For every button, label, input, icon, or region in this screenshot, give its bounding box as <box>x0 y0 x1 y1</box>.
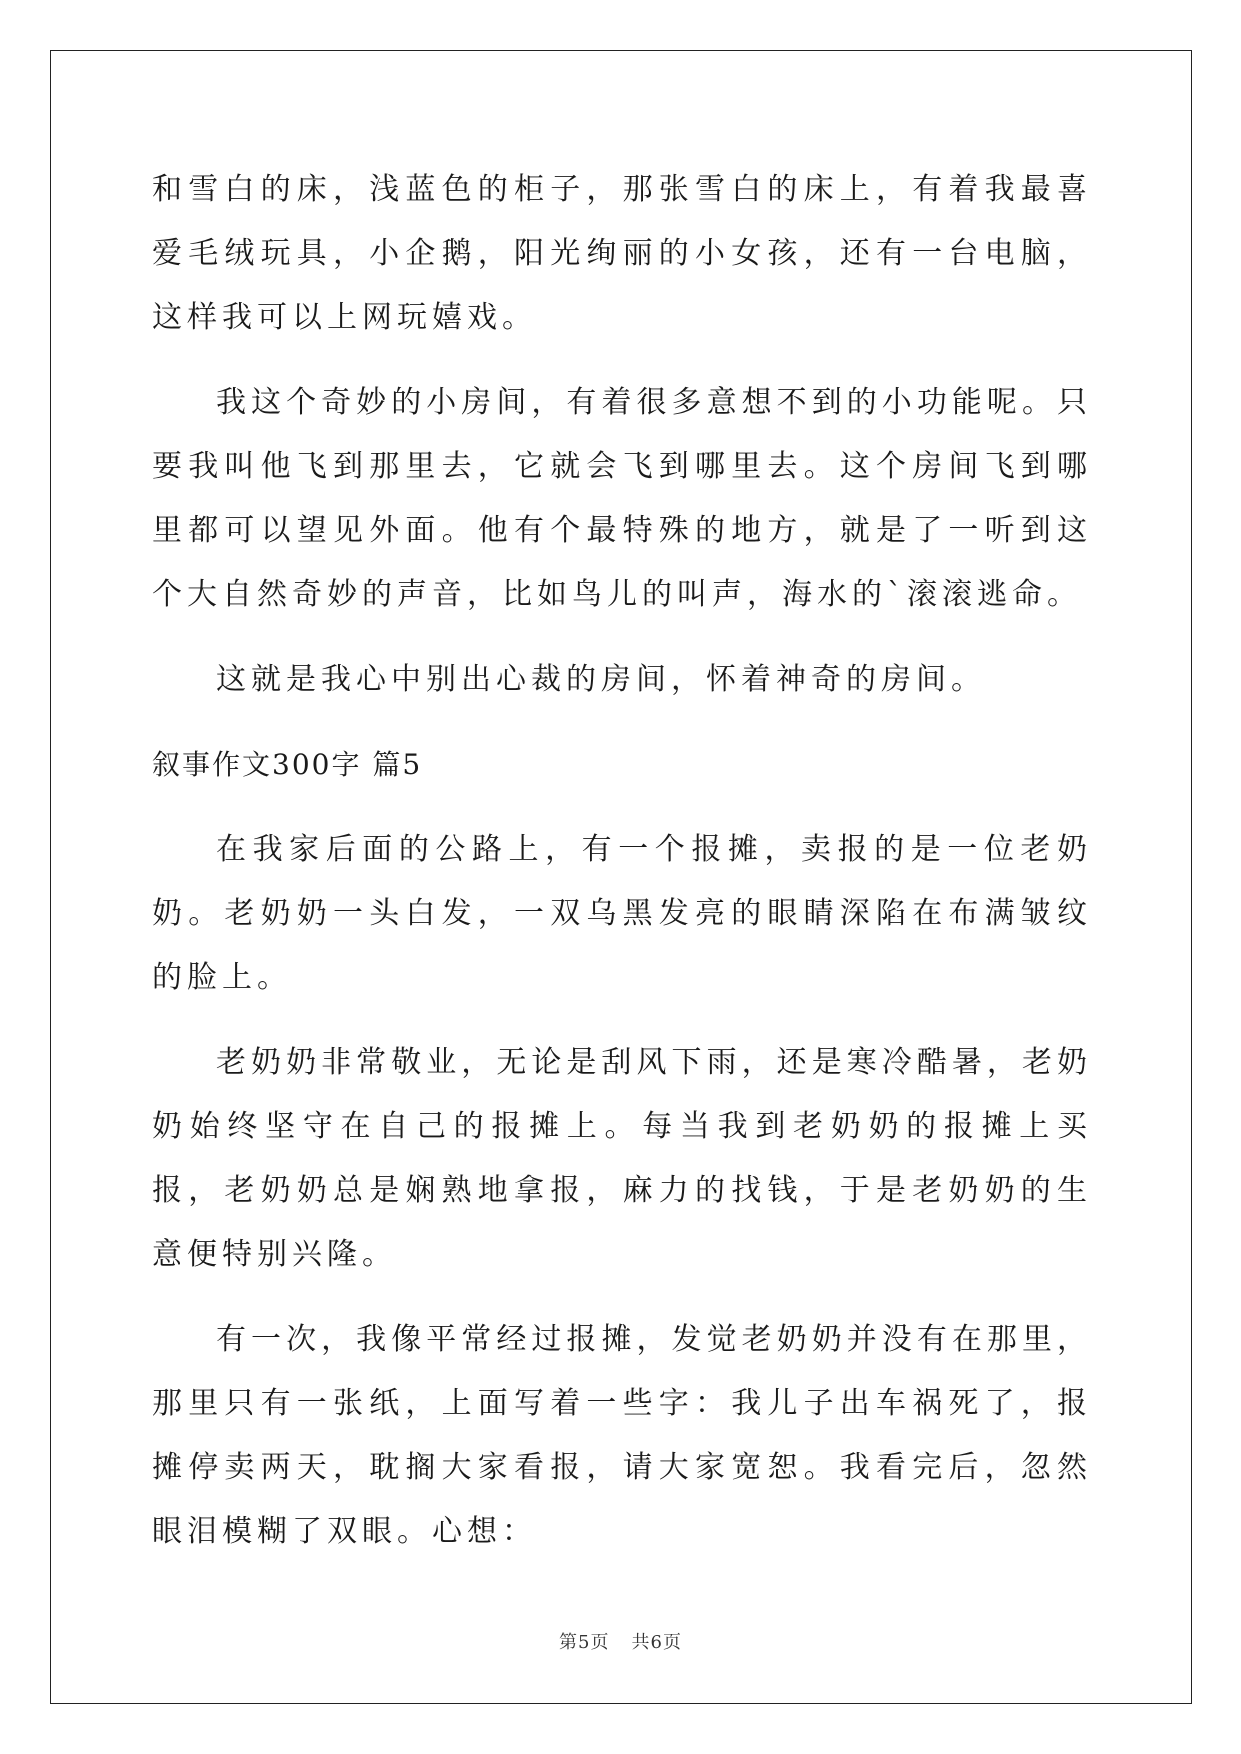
paragraph-room-functions: 我这个奇妙的小房间，有着很多意想不到的小功能呢。只要我叫他飞到那里去，它就会飞到哪里去。这个房间飞到哪里都可以望见外面。他有个最特殊的地方，就是了一听到这个大自然奇妙的声音，比如鸟儿的叫声，海水的`滚滚逃命。 <box>152 385 1092 612</box>
paragraph-newsstand-intro: 在我家后面的公路上，有一个报摊，卖报的是一位老奶奶。老奶奶一头白发，一双乌黑发亮的眼睛深陷在布满皱纹的脸上。 <box>152 832 1092 995</box>
section-heading: 叙事作文300字 篇5 <box>152 748 423 781</box>
page-number: 第5页 <box>559 1632 610 1653</box>
paragraph-notice-story: 有一次，我像平常经过报摊，发觉老奶奶并没有在那里，那里只有一张纸，上面写着一些字：我儿子出车祸死了，报摊停卖两天，耽搁大家看报，请大家宽恕。我看完后，忽然眼泪模糊了双眼。心想： <box>152 1322 1092 1549</box>
paragraph-grandma-dedication: 老奶奶非常敬业，无论是刮风下雨，还是寒冷酷暑，老奶奶始终坚守在自己的报摊上。每当我到老奶奶的报摊上买报，老奶奶总是娴熟地拿报，麻力的找钱，于是老奶奶的生意便特别兴隆。 <box>152 1045 1092 1272</box>
paragraph-bedroom-description: 和雪白的床，浅蓝色的柜子，那张雪白的床上，有着我最喜爱毛绒玩具，小企鹅，阳光绚丽的小女孩，还有一台电脑，这样我可以上网玩嬉戏。 <box>152 172 1092 335</box>
page-total: 共6页 <box>631 1632 682 1653</box>
page-footer <box>0 1628 1241 1654</box>
document-body <box>152 158 1092 1585</box>
paragraph-room-conclusion: 这就是我心中别出心裁的房间，怀着神奇的房间。 <box>216 662 986 697</box>
